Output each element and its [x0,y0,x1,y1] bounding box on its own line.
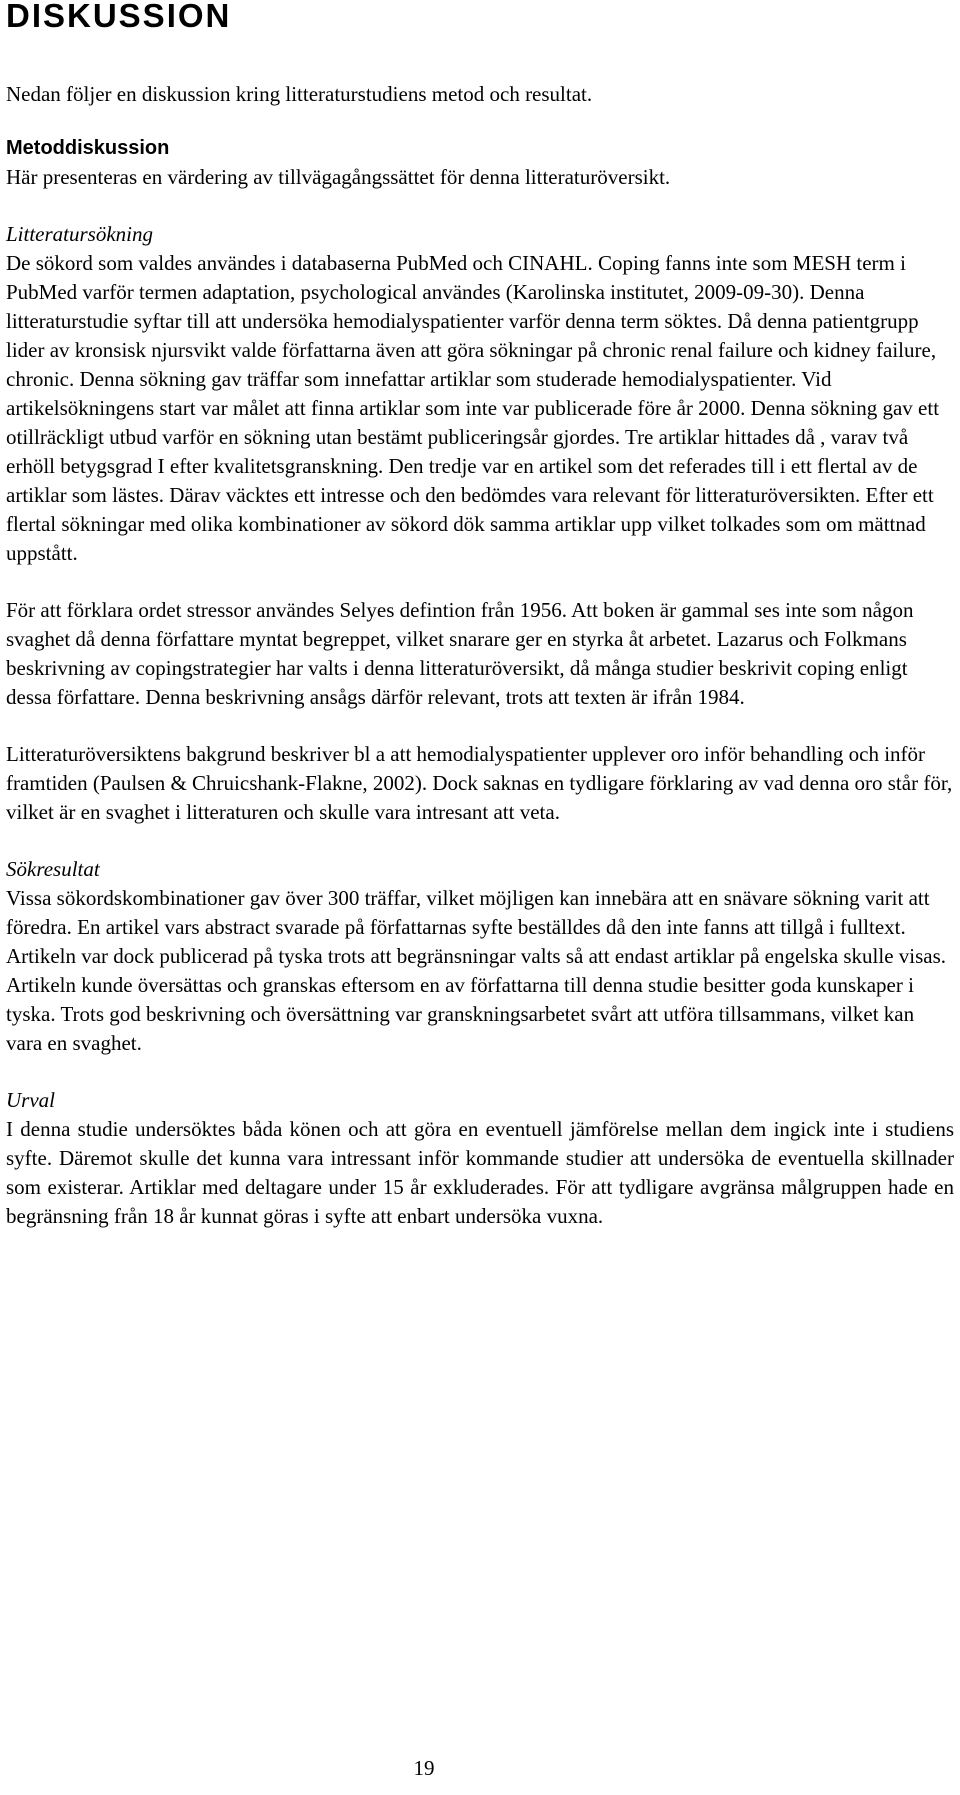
section-paragraph: Här presenteras en värdering av tillvägagångssättet för denna litteraturöversikt. [6,165,671,189]
section-paragraph: För att förklara ordet stressor användes Selyes defintion från 1956. Att boken är gammal ses inte som någon svaghet då denna författare myntat begreppet, vilket snarare ger en styrka åt arbetet. Lazarus och Folkmans beskrivning av copingstrategier har valts i denna litteraturöversikt, då många studier beskrivit coping enligt dessa författare. Denna beskrivning ansågs därför relevant, trots att texten är ifrån 1984. [6,598,914,709]
section-paragraph: Vissa sökordskombinationer gav över 300 träffar, vilket möjligen kan innebära att en snävare sökning varit att föredra. En artikel vars abstract svarade på författarnas syfte beställdes då den inte fanns att tillgå i fulltext. Artikeln var dock publicerad på tyska trots att begränsningar valts så att endast artiklar på engelska skulle visas. Artikeln kunde översättas och granskas eftersom en av författarna till denna studie besitter goda kunskaper i tyska. Trots god beskrivning och översättning var granskningsarbetet svårt att utföra tillsammans, vilket kan vara en svaghet. [6,886,947,1055]
body-text [6,80,954,1259]
section-litteratursokning [6,220,954,568]
section-stressor-paragraph [6,596,954,712]
section-heading: Metoddiskussion [6,137,170,159]
section-paragraph: I denna studie undersöktes båda könen och att göra en eventuell jämförelse mellan dem ingick inte i studiens syfte. Däremot skulle det kunna vara intressant inför kommande studier att undersöka de eventuella skillnader som existerar. Artiklar med deltagare under 15 år exkluderades. För att tydligare avgränsa målgruppen hade en begränsning från 18 år kunnat göras i syfte att enbart undersöka vuxna. [6,1117,954,1228]
section-paragraph: Litteraturöversiktens bakgrund beskriver bl a att hemodialyspatienter upplever oro inför behandling och inför framtiden (Paulsen & Chruicshank-Flakne, 2002). Dock saknas en tydligare förklaring av vad denna oro står för, vilket är en svaghet i litteraturen och skulle vara intresant att veta. [6,742,953,824]
section-urval [6,1086,954,1231]
section-bakgrund-paragraph [6,740,954,827]
page-number: 19 [413,1756,435,1780]
page-title: DISKUSSION [6,0,232,34]
section-sokresultat [6,855,954,1058]
section-heading: Urval [6,1088,55,1112]
section-paragraph: De sökord som valdes användes i databaserna PubMed och CINAHL. Coping fanns inte som MESH term i PubMed varför termen adaptation, psychological användes (Karolinska institutet, 2009-09-30). Denna litteraturstudie syftar till att undersöka hemodialyspatienter varför denna term söktes. Då denna patientgrupp lider av kronsisk njursvikt valde författarna även att göra sökningar på chronic renal failure och kidney failure, chronic. Denna sökning gav träffar som innefattar artiklar som studerade hemodialyspatienter. Vid artikelsökningens start var målet att finna artiklar som inte var publicerade före år 2000. Denna sökning gav ett otillräckligt utbud varför en sökning utan bestämt publiceringsår gjordes. Tre artiklar hittades då , varav två erhöll betygsgrad I efter kvalitetsgranskning. Den tredje var en artikel som det referades till i ett flertal av de artiklar som lästes. Därav väcktes ett intresse och den bedömdes vara relevant för litteraturöversikten. Efter ett flertal sökningar med olika kombinationer av sökord dök samma artiklar upp vilket tolkades som om mättnad uppstått. [6,251,940,565]
section-metoddiskussion [6,134,954,192]
section-heading: Litteratursökning [6,222,154,246]
section-heading: Sökresultat [6,857,100,881]
intro-paragraph: Nedan följer en diskussion kring litteraturstudiens metod och resultat. [6,82,593,106]
